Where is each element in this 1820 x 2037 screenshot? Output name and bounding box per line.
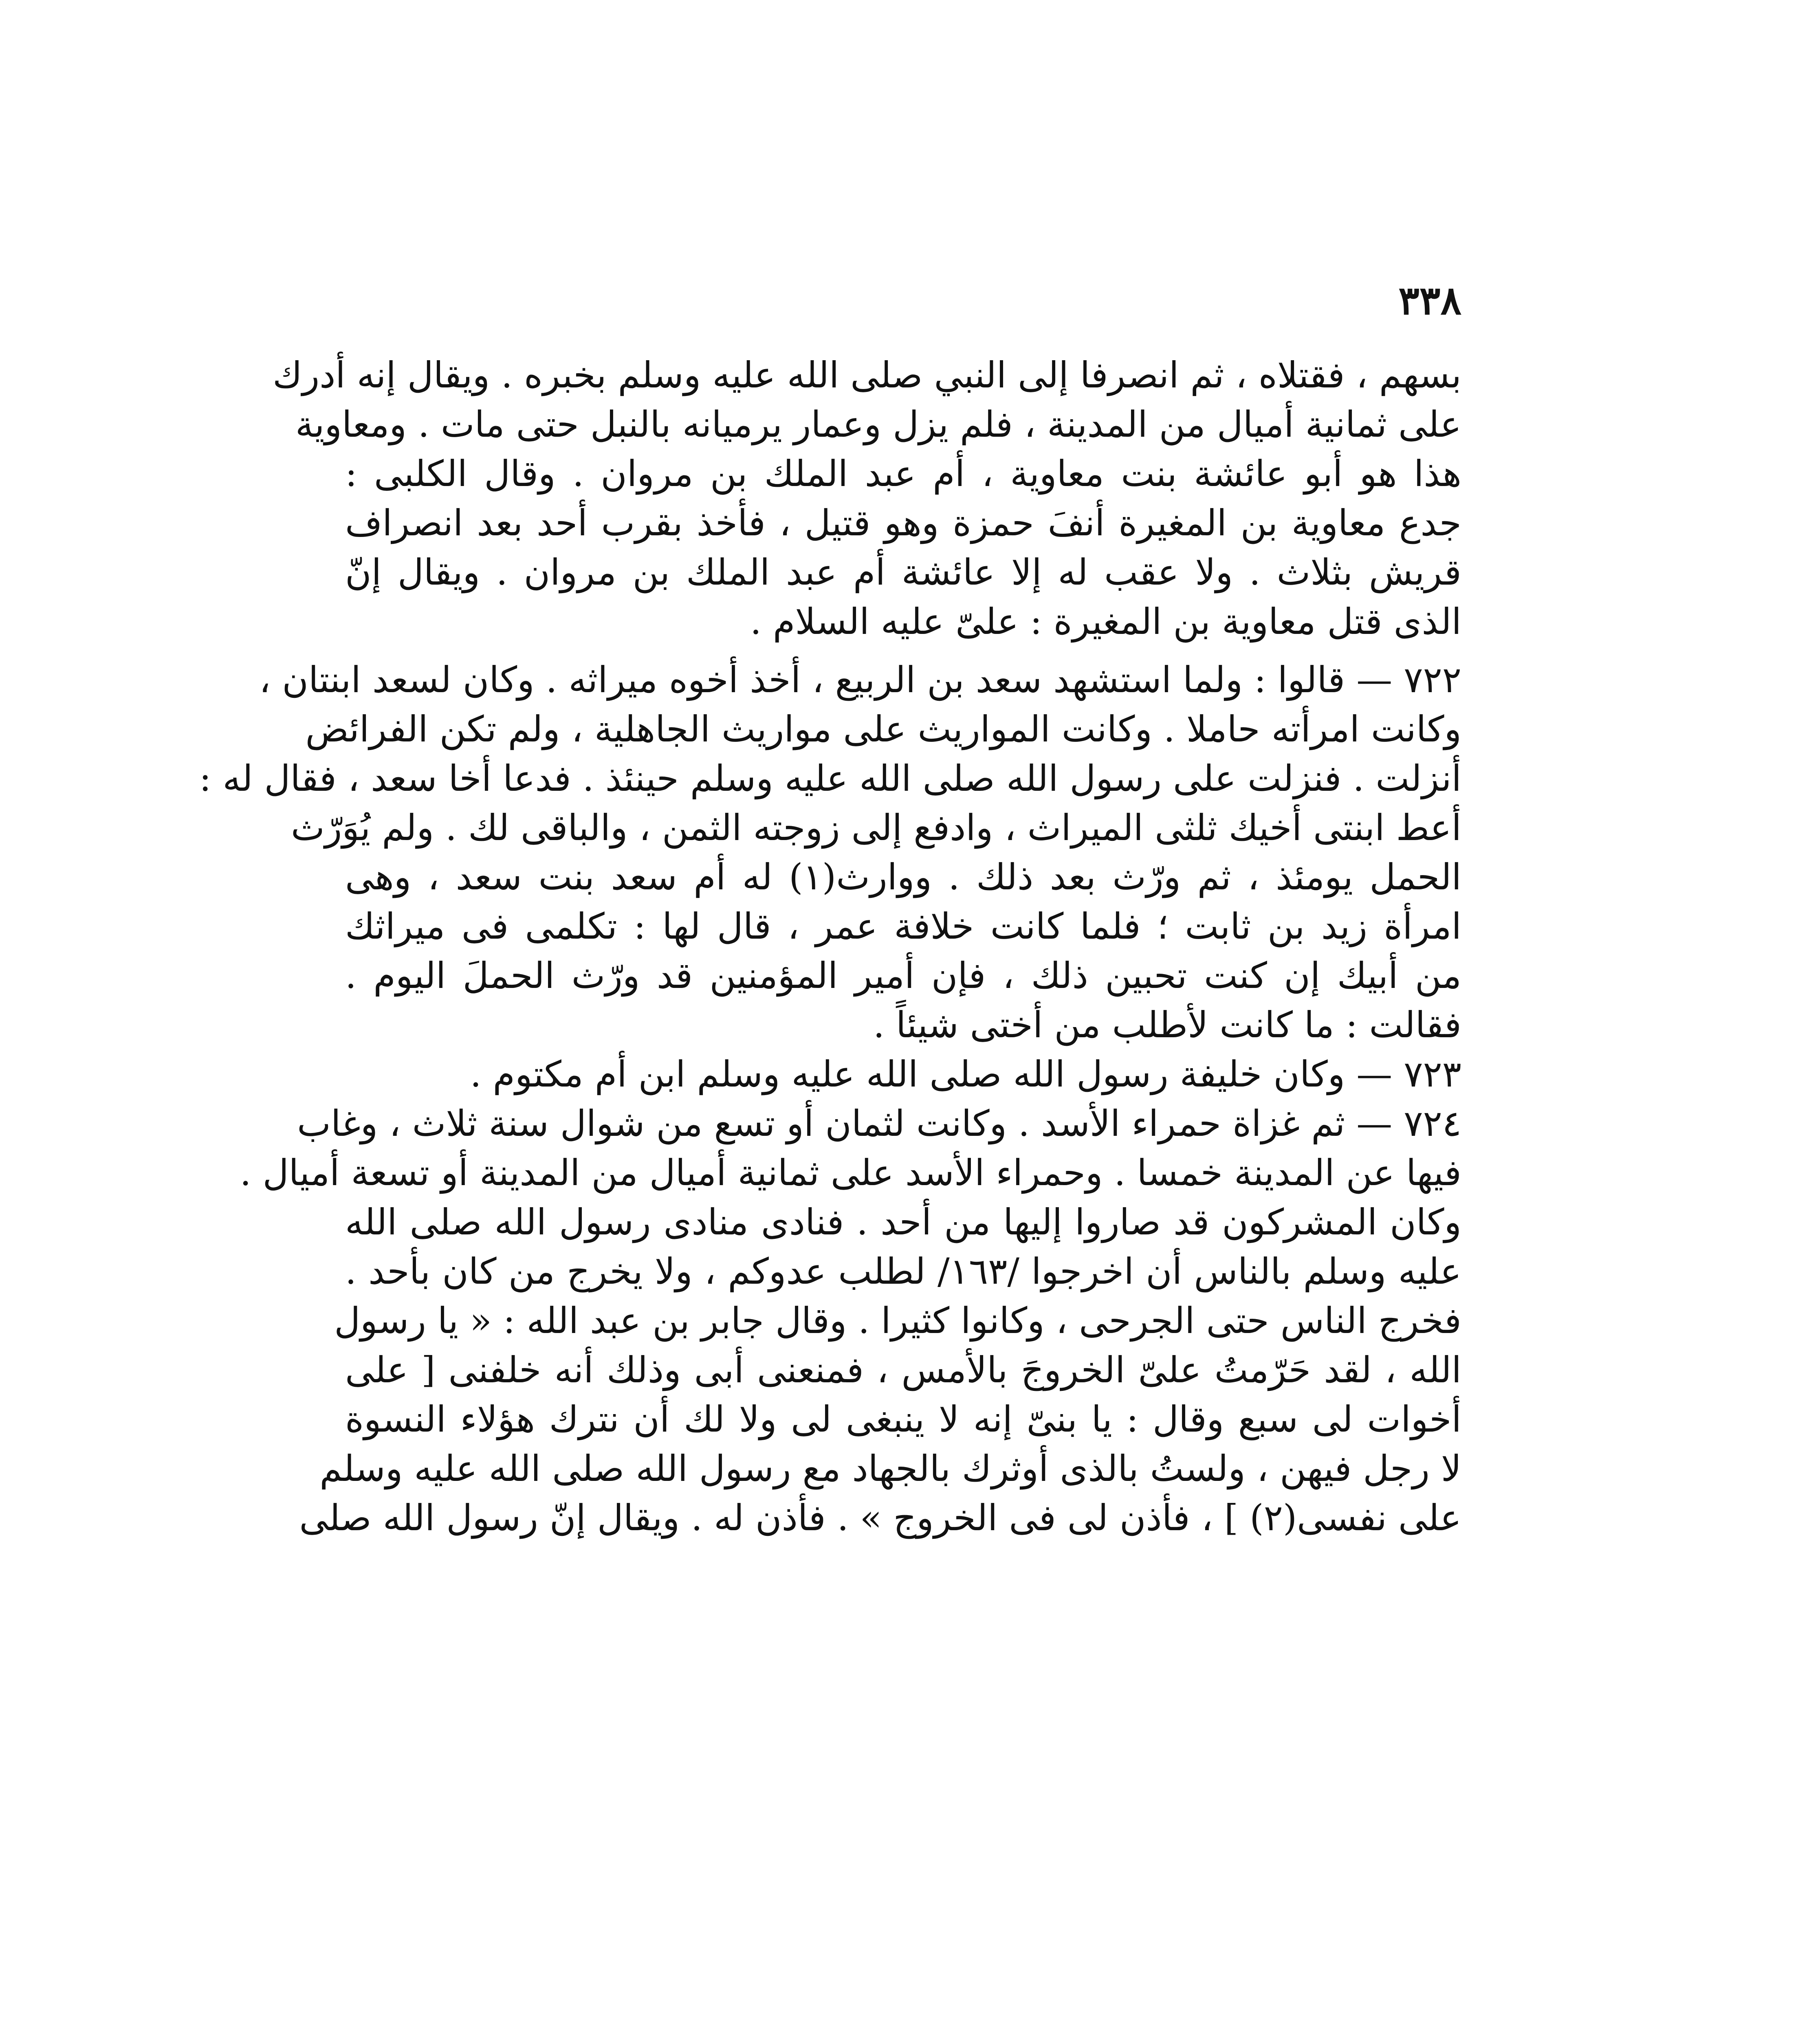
paragraph-intro	[273, 350, 1462, 646]
text-line: قريش بثلاث . ولا عقب له إلا عائشة أم عبد الملك بن مروان . ويقال إنّ	[345, 551, 1462, 593]
text-line: هذا هو أبو عائشة بنت معاوية ، أم عبد الملك بن مروان . وقال الكلبى :	[345, 453, 1461, 495]
text-line: فخرج الناس حتى الجرحى ، وكانوا كثيرا . وقال جابر بن عبد الله : « يا رسول	[334, 1300, 1461, 1342]
text-line: على ثمانية أميال من المدينة ، فلم يزل وعمار يرميانه بالنبل حتى مات . ومعاوية	[295, 403, 1461, 445]
text-line: الذى قتل معاوية بن المغيرة : علىّ عليه السلام .	[750, 601, 1461, 642]
text-line: من أبيك إن كنت تحبين ذلك ، فإن أمير المؤمنين قد ورّث الحملَ اليوم .	[345, 955, 1461, 997]
text-line: بسهم ، فقتلاه ، ثم انصرفا إلى النبي صلى الله عليه وسلم بخبره . ويقال إنه أدرك	[273, 354, 1461, 396]
text-line: أخوات لى سبع وقال : يا بنىّ إنه لا ينبغى لى ولا لك أن نترك هؤلاء النسوة	[345, 1398, 1461, 1440]
paragraph-722	[199, 655, 1461, 1049]
text-line: ٧٢٤ — ثم غزاة حمراء الأسد . وكانت لثمان أو تسع من شوال سنة ثلاث ، وغاب	[297, 1102, 1461, 1144]
text-line: وكان المشركون قد صاروا إليها من أحد . فنادى منادى رسول الله صلى الله	[345, 1201, 1461, 1243]
text-line: عليه وسلم بالناس أن اخرجوا /١٦٣/ لطلب عدوكم ، ولا يخرج من كان بأحد .	[345, 1250, 1461, 1292]
text-line: فيها عن المدينة خمسا . وحمراء الأسد على ثمانية أميال من المدينة أو تسعة أميال .	[240, 1152, 1461, 1194]
text-line: وكانت امرأته حاملا . وكانت المواريث على مواريث الجاهلية ، ولم تكن الفرائض	[305, 708, 1461, 750]
paragraph-723	[345, 1049, 1461, 1099]
text-line: أعط ابنتى أخيك ثلثى الميراث ، وادفع إلى زوجته الثمن ، والباقى لك . ولم يُوَرّث	[290, 807, 1461, 849]
text-line: لا رجل فيهن ، ولستُ بالذى أوثرك بالجهاد مع رسول الله صلى الله عليه وسلم	[319, 1447, 1461, 1489]
text-line: الحمل يومئذ ، ثم ورّث بعد ذلك . ووارث(١) له أم سعد بنت سعد ، وهى	[345, 856, 1461, 898]
main-text	[199, 350, 1462, 1542]
text-line: ٧٢٣ — وكان خليفة رسول الله صلى الله عليه وسلم ابن أم مكتوم .	[470, 1053, 1461, 1095]
text-line: على نفسى(٢) ] ، فأذن لى فى الخروج » . فأذن له . ويقال إنّ رسول الله صلى	[299, 1497, 1461, 1539]
text-line: أنزلت . فنزلت على رسول الله صلى الله عليه وسلم حينئذ . فدعا أخا سعد ، فقال له :	[199, 757, 1461, 799]
text-line: ٧٢٢ — قالوا : ولما استشهد سعد بن الربيع ، أخذ أخوه ميراثه . وكان لسعد ابنتان ،	[259, 659, 1461, 701]
text-line: الله ، لقد حَرّمتُ علىّ الخروجَ بالأمس ، فمنعنى أبى وذلك أنه خلفنى [ على	[345, 1349, 1461, 1391]
text-line: فقالت : ما كانت لأطلب من أختى شيئاً .	[873, 1004, 1461, 1046]
paragraph-gap	[345, 646, 1461, 655]
page-number: ٣٣٨	[1398, 277, 1461, 323]
text-line: جدع معاوية بن المغيرة أنفَ حمزة وهو قتيل ، فأخذ بقرب أحد بعد انصراف	[345, 502, 1461, 544]
text-line: امرأة زيد بن ثابت ؛ فلما كانت خلافة عمر ، قال لها : تكلمى فى ميراثك	[345, 905, 1461, 947]
paragraph-724	[240, 1099, 1461, 1542]
